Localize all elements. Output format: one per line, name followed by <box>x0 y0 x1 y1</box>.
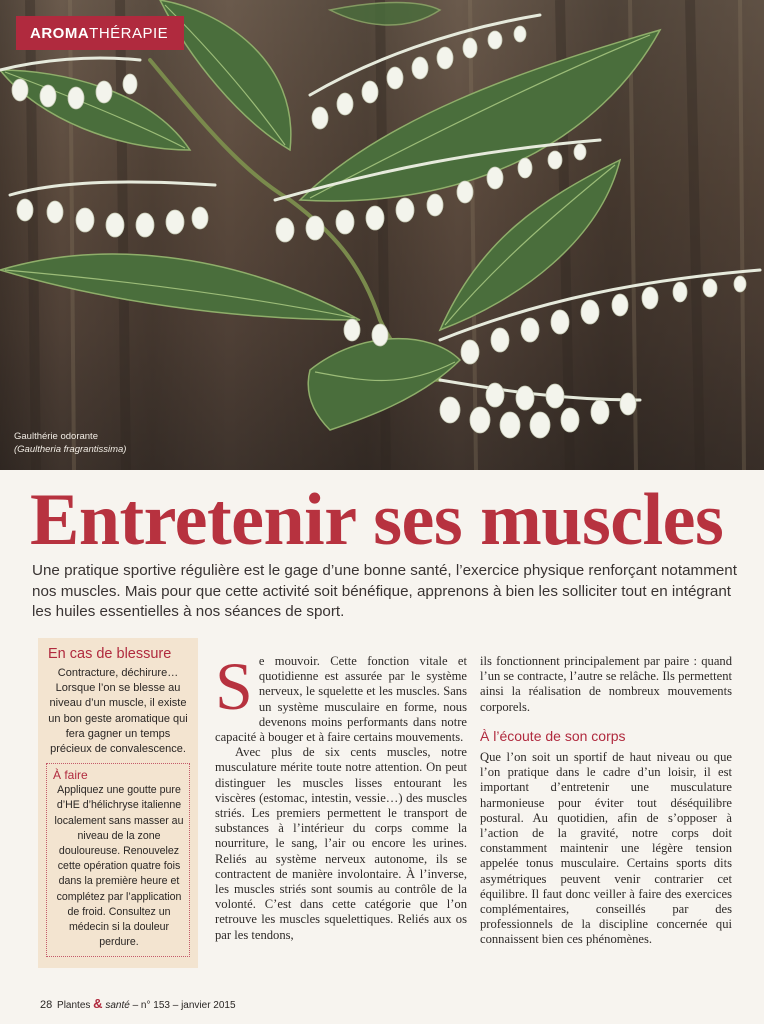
article-title: Entretenir ses muscles <box>30 479 724 561</box>
todo-box <box>46 763 190 957</box>
todo-text: Appliquez une goutte pure d’HE d’hélichryse italienne localement sans masser au niveau de la zone douloureuse. Renouvelez cette opération quatre fois dans la première heure et complétez par l’application de froid. Consultez un médecin si la douleur perdure. <box>54 784 184 949</box>
category-light: THÉRAPIE <box>89 24 169 42</box>
body-column-1 <box>215 648 467 943</box>
injury-sidebar <box>38 638 198 968</box>
col2-subheading: À l’écoute de son corps <box>480 727 626 744</box>
caption-common-name: Gaulthérie odorante <box>14 431 98 442</box>
body-column-2 <box>480 654 732 948</box>
page-footer <box>40 996 236 1011</box>
caption-latin-name: (Gaultheria fragrantissima) <box>14 444 127 455</box>
col1-paragraph-1-text: e mouvoir. Cette fonction vitale et quotidienne est assurée par le système nerveux, le squelette et les muscles. Sans un système musculaire en forme, nous devenons moins performants dans notre capacité à bouger et à faire certains mouvements. <box>215 654 467 745</box>
article-lead: Une pratique sportive régulière est le gage d’une bonne santé, l’exercice physique renforçant notamment nos muscles. Mais pour que cette activité soit bénéfique, apprenons à bien les solliciter tout en intégrant les huiles essentielles à nos séances de sport. <box>32 562 737 620</box>
magazine-name-part-1: Plantes <box>57 1000 91 1011</box>
gaultheria-plant-illustration <box>0 0 764 470</box>
sidebar-heading: En cas de blessure <box>48 646 172 662</box>
magazine-ampersand: & <box>93 996 103 1011</box>
col1-paragraph-2: Avec plus de six cents muscles, notre musculature mérite toute notre attention. On peut distinguer les muscles lisses entourant les viscères (estomac, intestin, vessie…) des muscles striés. Les premiers permettent le transport de substances à l’intérieur du corps comme la nourriture, le sang, l’air ou encore les urines. Reliés au système nerveux autonome, ils se contractent de manière involontaire. À l’inverse, les muscles striés sont soumis au contrôle de la volonté. C’est dans cette catégorie que l’on retrouve les muscles squelettiques. Reliés aux os par les tendons, <box>215 745 467 942</box>
drop-cap: S <box>215 648 253 724</box>
col2-paragraph-1: ils fonctionnent principalement par paire : quand l’un se contracte, l’autre se relâche. Ils permettent ainsi la réalisation de nombreux mouvements corporels. <box>480 654 732 714</box>
col2-paragraph-2: Que l’on soit un sportif de haut niveau ou que l’on pratique dans le cadre d’un loisir, il est important d’entretenir une musculature harmonieuse pour éviter tout déséquilibre postural. Au quotidien, afin de s’opposer à l’action de la gravité, notre corps doit constamment maintenir une légère tension appelée tonus musculaire. Certains sports dits asymétriques peuvent venir contrarier cet équilibre. Il faut donc veiller à faire des exercices complémentaires, conseillés par des professionnels de la discipline concernée qui connaissent bien ces phénomènes. <box>480 750 732 947</box>
photo-caption <box>14 430 126 456</box>
issue-info: – n° 153 – janvier 2015 <box>132 1000 236 1011</box>
col1-paragraph-1 <box>215 648 467 745</box>
hero-photo <box>0 0 764 470</box>
section-category-label <box>16 16 184 50</box>
todo-heading: À faire <box>53 768 88 783</box>
category-bold: AROMA <box>30 24 90 42</box>
page-number: 28 <box>40 999 53 1011</box>
sidebar-intro: Contracture, déchirure… Lorsque l’on se blesse au niveau d’un muscle, il existe un bon geste aromatique qui fera gagner un temps précieux de convalescence. <box>48 667 188 756</box>
magazine-name-part-2: santé <box>105 1000 130 1011</box>
